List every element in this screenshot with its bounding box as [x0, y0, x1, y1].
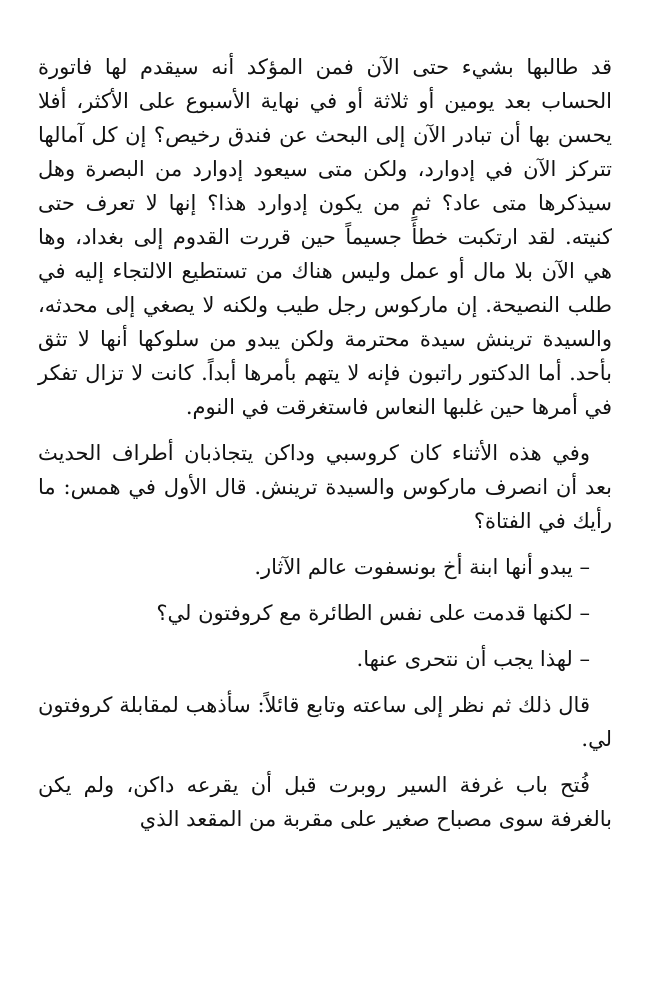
dialogue-line-2: – لكنها قدمت على نفس الطائرة مع كروفتون لي؟	[156, 601, 590, 625]
dialogue-line-1: – يبدو أنها ابنة أخ بونسفوت عالم الآثار.	[254, 555, 590, 579]
paragraph-2: وفي هذه الأثناء كان كروسبي وداكن يتجاذبان أطراف الحديث بعد أن انصرف ماركوس والسيدة ترينش. قال الأول في همس: ما رأيك في الفتاة؟	[38, 441, 612, 533]
paragraph-3: قال ذلك ثم نظر إلى ساعته وتابع قائلاً: سأذهب لمقابلة كروفتون لي.	[38, 693, 612, 751]
dialogue-line-3: – لهذا يجب أن نتحرى عنها.	[356, 647, 590, 671]
paragraph-1: قد طالبها بشيء حتى الآن فمن المؤكد أنه سيقدم لها فاتورة الحساب بعد يومين أو ثلاثة أو في نهاية الأسبوع على الأكثر، أفلا يحسن بها أن تبادر الآن إلى البحث عن فندق رخيص؟ إن كل آمالها تتركز الآن في إدوارد، ولكن متى سيعود إدوارد من البصرة وهل سيذكرها متى عاد؟ ثم من يكون إدوارد هذا؟ إنها لا تعرف حتى كنيته. لقد ارتكبت خطأً جسيماً حين قررت القدوم إلى بغداد، وها هي الآن بلا مال أو عمل وليس هناك من تستطيع الالتجاء إليه في طلب النصيحة. إن ماركوس رجل طيب ولكنه لا يصغي إلى محدثه، والسيدة ترينش سيدة محترمة ولكن يبدو من سلوكها أنها لا تثق بأحد. أما الدكتور راتبون فإنه لا يتهم بأمرها أبداً. كانت لا تزال تفكر في أمرها حين غلبها النعاس فاستغرقت في النوم.	[38, 55, 612, 419]
paragraph-4: فُتح باب غرفة السير روبرت قبل أن يقرعه داكن، ولم يكن بالغرفة سوى مصباح صغير على مقربة من المقعد الذي	[38, 773, 612, 831]
book-page	[38, 50, 612, 990]
